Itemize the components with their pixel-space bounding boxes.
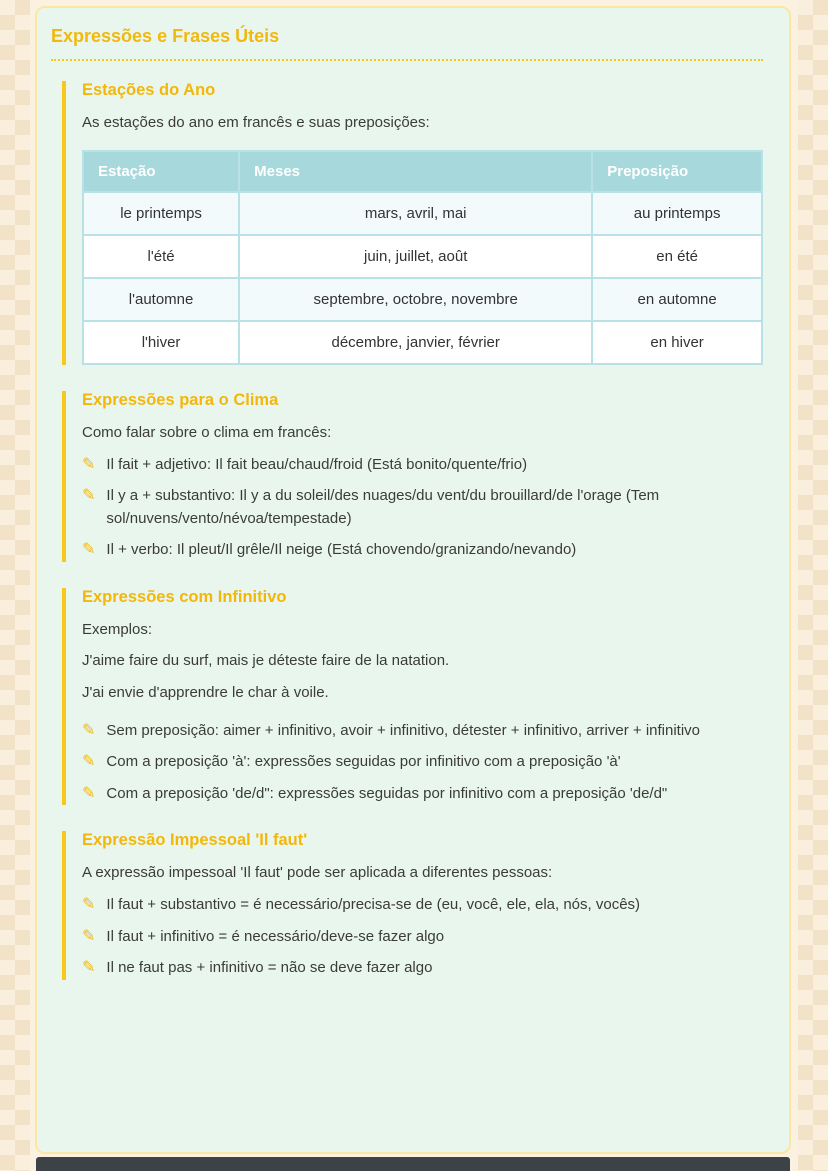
table-cell: en été bbox=[592, 235, 762, 278]
list-item bbox=[82, 454, 763, 477]
table-cell: juin, juillet, août bbox=[239, 235, 592, 278]
table-cell: décembre, janvier, février bbox=[239, 321, 592, 364]
list-item-text: Il faut + substantivo = é necessário/precisa-se de (eu, você, ele, ela, nós, vocês) bbox=[106, 896, 641, 913]
list-item-text: Sem preposição: aimer + infinitivo, avoir + infinitivo, détester + infinitivo, arriver + infinitivo bbox=[106, 721, 701, 739]
section-heading: Expressões para o Clima bbox=[82, 390, 279, 409]
table-cell: en hiver bbox=[592, 321, 762, 364]
right-checker-pattern bbox=[798, 0, 828, 1171]
list-item-text: Il faut + infinitivo = é necessário/deve-se fazer algo bbox=[106, 927, 445, 945]
pencil-icon: ✎ bbox=[82, 927, 96, 945]
left-checker-pattern bbox=[0, 0, 30, 1171]
table-cell: le printemps bbox=[83, 192, 239, 235]
section-heading: Estações do Ano bbox=[82, 81, 216, 99]
pencil-icon: ✎ bbox=[82, 784, 96, 802]
table-cell: l'automne bbox=[83, 278, 239, 321]
example-line: J'ai envie d'apprendre le char à voile. bbox=[82, 684, 329, 701]
list-item bbox=[82, 926, 763, 949]
example-line: J'aime faire du surf, mais je déteste faire de la natation. bbox=[82, 652, 450, 670]
bottom-bar bbox=[36, 1157, 790, 1171]
pencil-icon: ✎ bbox=[82, 753, 96, 771]
page-title: Expressões e Frases Úteis bbox=[51, 26, 763, 61]
section-weather bbox=[62, 391, 763, 562]
list-item-text: Com a preposição 'de/d": expressões seguidas por infinitivo com a preposição 'de/d" bbox=[106, 784, 668, 802]
list-item bbox=[82, 894, 763, 917]
table-row bbox=[83, 235, 762, 278]
table-header-cell: Preposição bbox=[592, 151, 762, 192]
pencil-icon: ✎ bbox=[82, 721, 96, 739]
pencil-icon: ✎ bbox=[82, 541, 96, 558]
table-cell: l'hiver bbox=[83, 321, 239, 364]
table-cell: mars, avril, mai bbox=[239, 192, 592, 235]
list-item bbox=[82, 751, 763, 774]
seasons-table bbox=[82, 150, 763, 365]
table-cell: septembre, octobre, novembre bbox=[239, 278, 592, 321]
list-item-text: Il fait + adjetivo: Il fait beau/chaud/froid (Está bonito/quente/frio) bbox=[106, 455, 528, 473]
table-cell: au printemps bbox=[592, 192, 762, 235]
table-row bbox=[83, 321, 762, 364]
section-seasons bbox=[62, 81, 763, 365]
section-heading: Expressões com Infinitivo bbox=[82, 587, 287, 606]
list-item-text: Il + verbo: Il pleut/Il grêle/Il neige (Está chovendo/granizando/nevando) bbox=[106, 541, 577, 558]
section-heading: Expressão Impessoal 'Il faut' bbox=[82, 831, 308, 850]
table-row bbox=[83, 278, 762, 321]
list-item bbox=[82, 539, 763, 562]
list-item bbox=[82, 957, 763, 980]
table-header-cell: Estação bbox=[83, 151, 239, 192]
table-header-cell: Meses bbox=[239, 151, 592, 192]
section-intro: A expressão impessoal 'Il faut' pode ser aplicada a diferentes pessoas: bbox=[82, 864, 553, 882]
pencil-icon: ✎ bbox=[82, 487, 96, 504]
table-header-row bbox=[83, 151, 762, 192]
list-item-text: Com a preposição 'à': expressões seguidas por infinitivo com a preposição 'à' bbox=[106, 753, 621, 771]
section-intro: Como falar sobre o clima em francês: bbox=[82, 423, 332, 441]
section-infinitive bbox=[62, 588, 763, 806]
table-cell: en automne bbox=[592, 278, 762, 321]
list-item-text: Il y a + substantivo: Il y a du soleil/des nuages/du vent/du brouillard/de l'orage (Tem sol/nuvens/vento/névoa/tempestade) bbox=[106, 487, 660, 527]
section-intro: As estações do ano em francês e suas preposições: bbox=[82, 114, 430, 131]
pencil-icon: ✎ bbox=[82, 959, 96, 976]
list-item bbox=[82, 485, 763, 530]
pencil-icon: ✎ bbox=[82, 455, 96, 473]
list-item bbox=[82, 720, 763, 743]
example-line: Exemplos: bbox=[82, 620, 153, 638]
content-card bbox=[35, 6, 791, 1154]
table-row bbox=[83, 192, 762, 235]
table-cell: l'été bbox=[83, 235, 239, 278]
list-item bbox=[82, 783, 763, 806]
section-il-faut bbox=[62, 831, 763, 979]
list-item-text: Il ne faut pas + infinitivo = não se deve fazer algo bbox=[106, 959, 433, 976]
pencil-icon: ✎ bbox=[82, 896, 96, 913]
